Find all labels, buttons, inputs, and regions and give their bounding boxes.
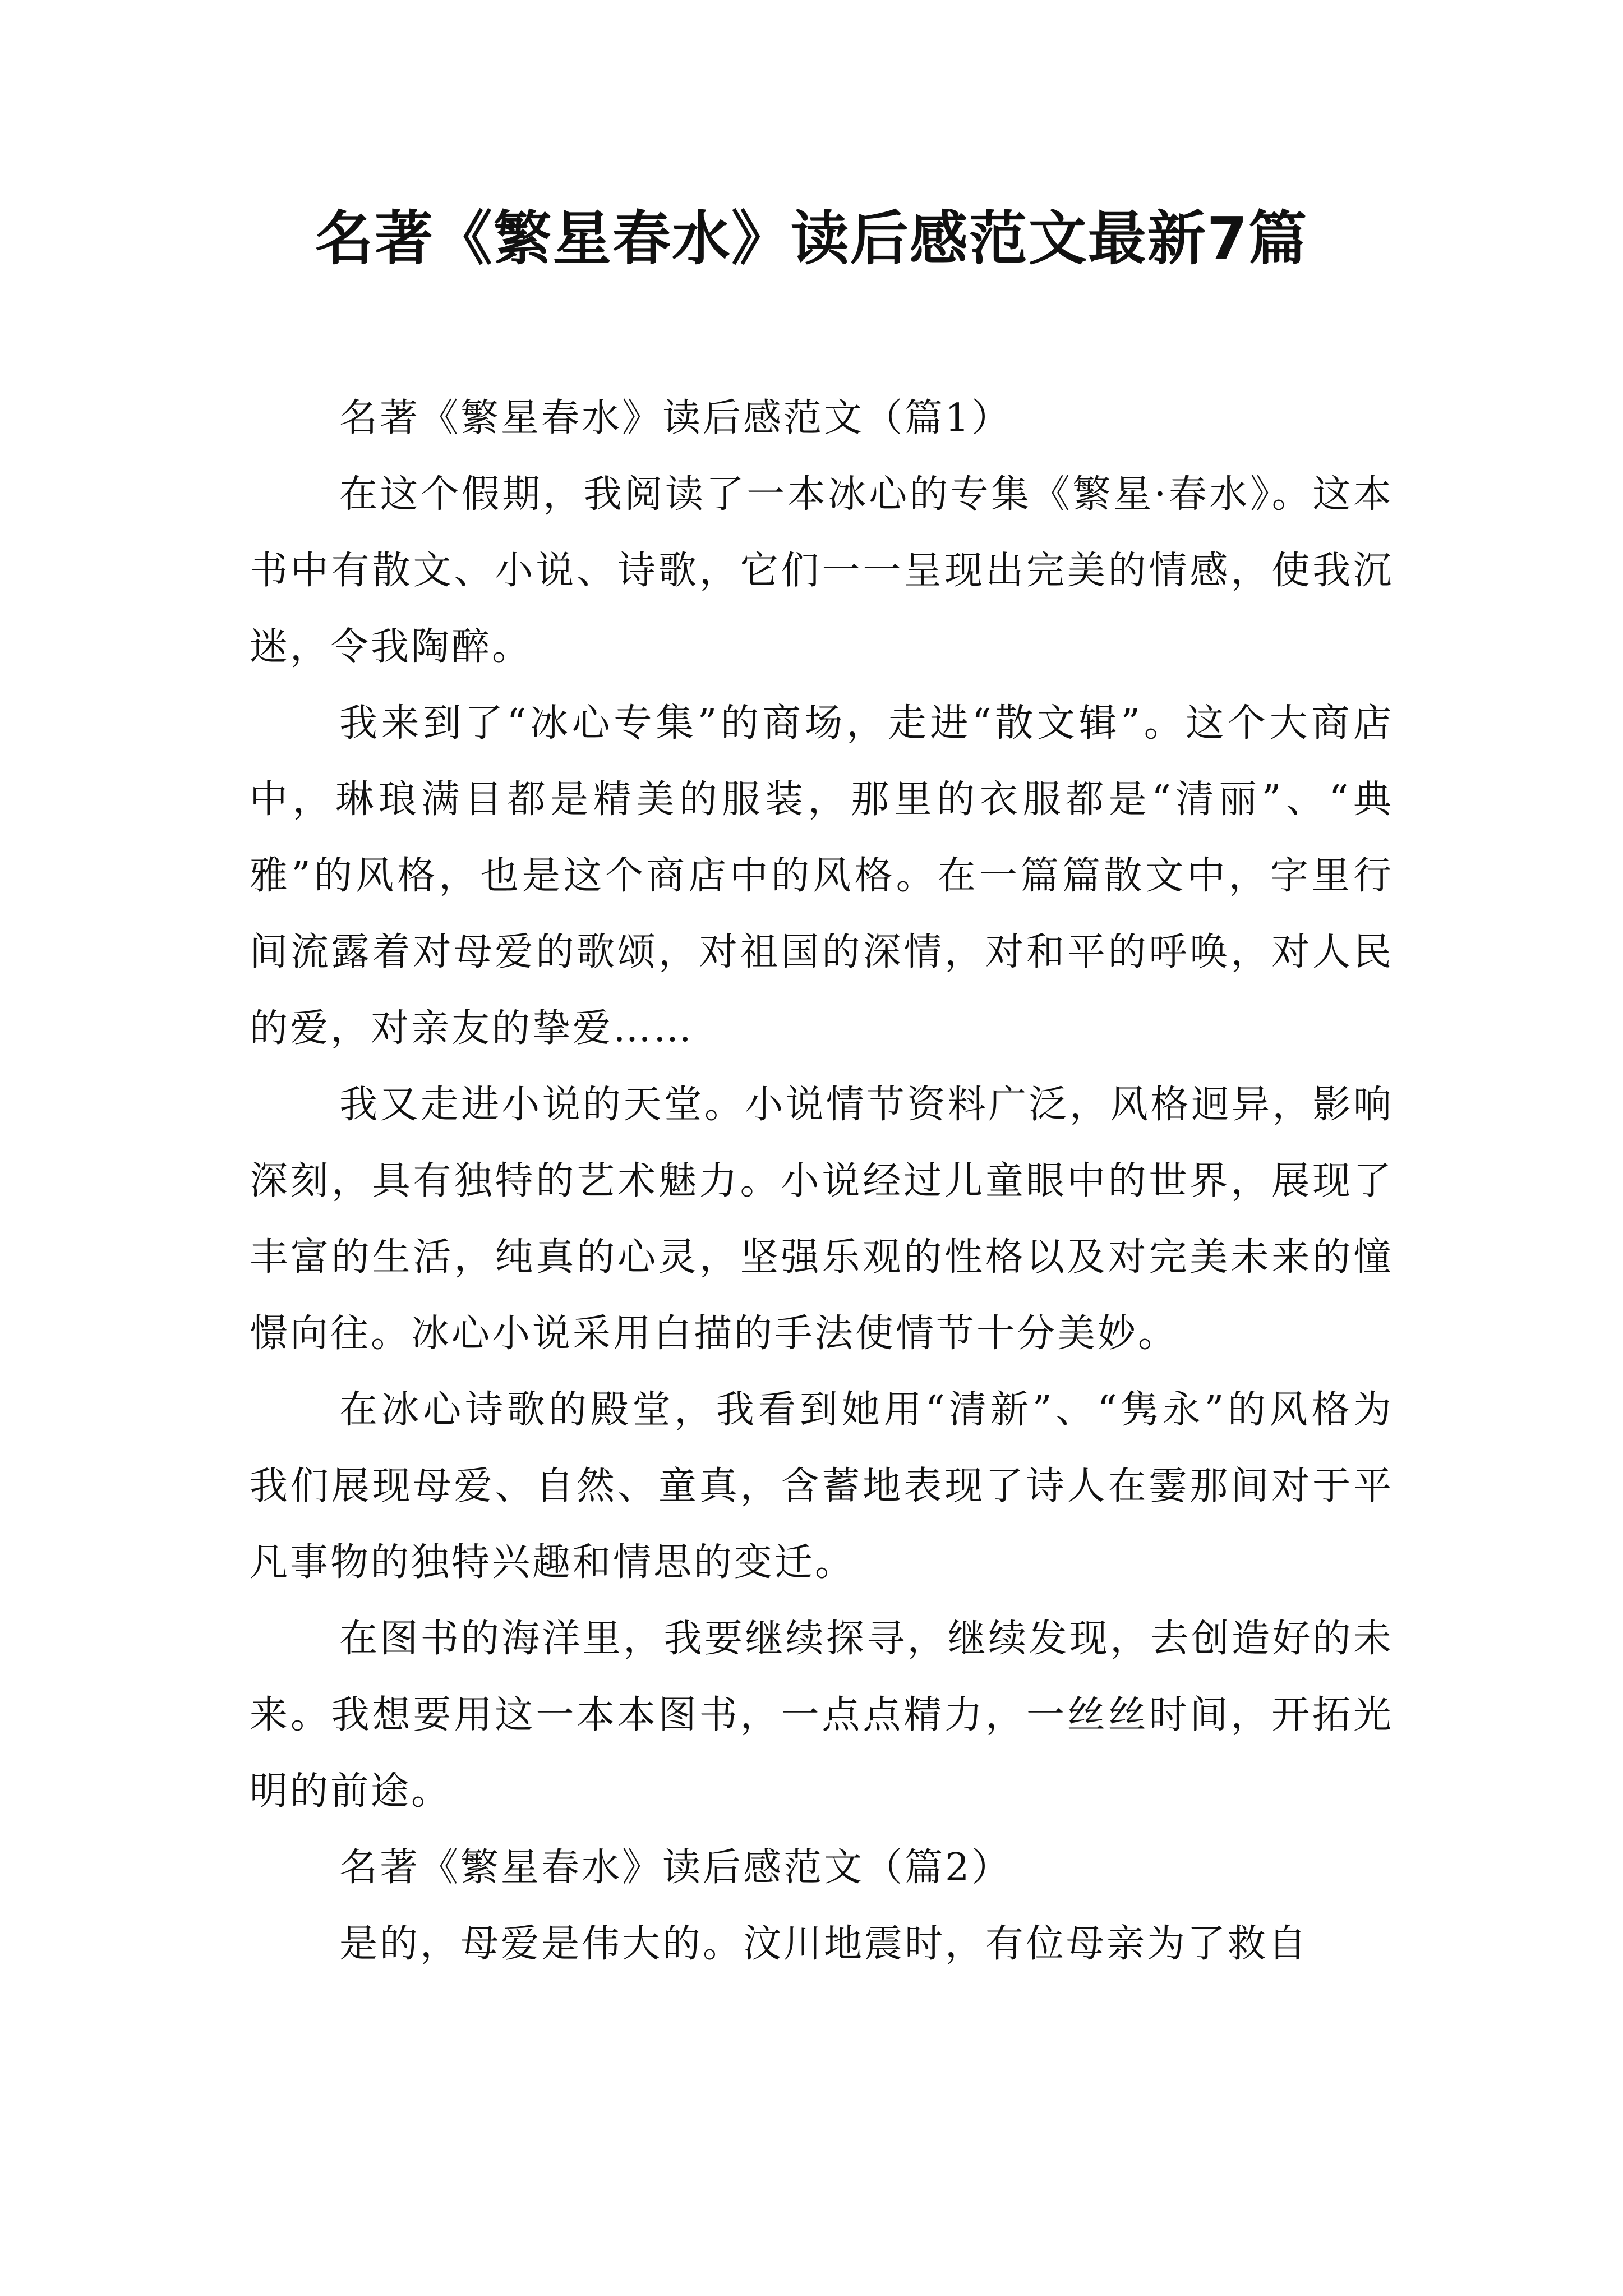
section-heading-2: 名著《繁星春水》读后感范文（篇2）: [339, 1846, 1012, 1890]
paragraph: 我又走进小说的天堂。小说情节资料广泛，风格迥异，影响深刻，具有独特的艺术魅力。小说经过儿童眼中的世界，展现了丰富的生活，纯真的心灵，坚强乐观的性格以及对完美未来的憧憬向往。冰心小说采用白描的手法使情节十分美妙。: [250, 1083, 1394, 1356]
section-heading-1: 名著《繁星春水》读后感范文（篇1）: [339, 396, 1012, 440]
document-title: 名著《繁星春水》读后感范文最新7篇: [315, 204, 1308, 273]
paragraph: 在冰心诗歌的殿堂，我看到她用“清新”、“隽永”的风格为我们展现母爱、自然、童真，含蓄地表现了诗人在霎那间对于平凡事物的独特兴趣和情思的变迁。: [250, 1388, 1394, 1585]
paragraph: 是的，母爱是伟大的。汶川地震时，有位母亲为了救自: [339, 1922, 1309, 1966]
paragraph: 在这个假期，我阅读了一本冰心的专集《繁星·春水》。这本书中有散文、小说、诗歌，它们一一呈现出完美的情感，使我沉迷，令我陶醉。: [250, 472, 1394, 669]
paragraph: 在图书的海洋里，我要继续探寻，继续发现，去创造好的未来。我想要用这一本本图书，一点点精力，一丝丝时间，开拓光明的前途。: [250, 1617, 1394, 1814]
document-body: [250, 380, 1394, 1982]
paragraph: 我来到了“冰心专集”的商场，走进“散文辑”。这个大商店中，琳琅满目都是精美的服装，那里的衣服都是“清丽”、“典雅”的风格，也是这个商店中的风格。在一篇篇散文中，字里行间流露着对母爱的歌颂，对祖国的深情，对和平的呼唤，对人民的爱，对亲友的挚爱……: [250, 701, 1394, 1051]
